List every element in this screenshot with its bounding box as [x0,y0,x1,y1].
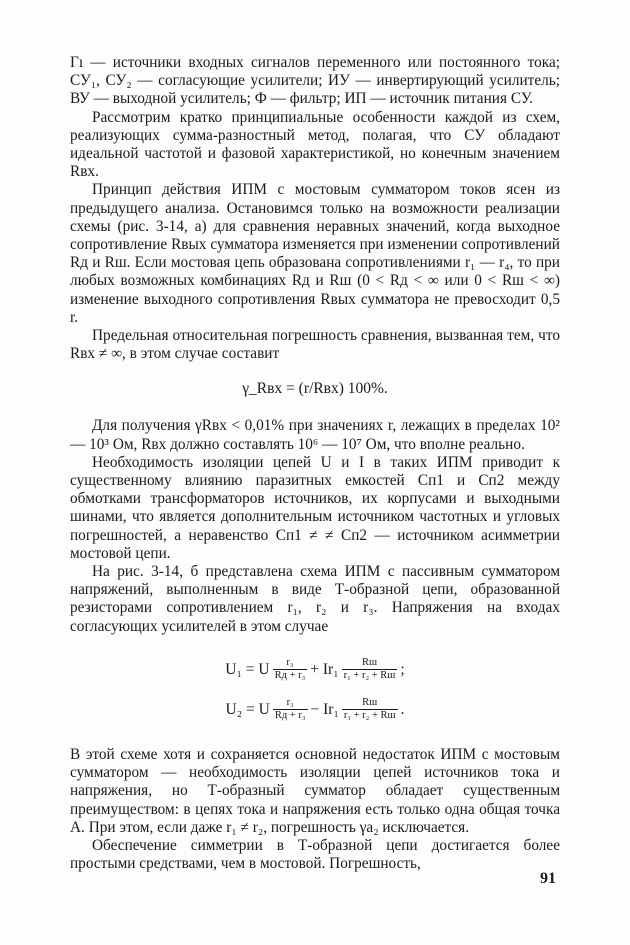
paragraph-4: Предельная относительная погрешность сравнения, вызванная тем, что Rвх ≠ ∞, в этом случае составит [70,327,560,363]
formula-u2 [70,690,560,730]
page-number: 91 [540,870,556,887]
formula-u2-frac2-denominator: r₁ + r₂ + Rш [343,710,396,722]
paragraph-8: В этой схеме хотя и сохраняется основной недостаток ИПМ с мостовым сумматором — необходимость изоляции цепей источников тока и напряжения, но Т-образный сумматор обладает существенным преимуществом: в цепях тока и напряжения есть только одна общая точка A. При этом, если даже r₁ ≠ r₂, погрешность γа₂ исключается. [70,745,560,836]
formula-u1 [70,650,560,690]
formula-u1-left: U₁ = U [225,660,270,678]
paragraph-7: На рис. 3-14, б представлена схема ИПМ с пассивным сумматором напряжений, выполненным в виде Т-образной цепи, образованной резисторами сопротивлением r₁, r₂ и r₃. Напряжения на входах согласующих усилителей в этом случае [70,563,560,635]
formula-u1-frac1-numerator: r₃ [286,657,294,669]
formula-u2-fraction-1 [273,697,308,722]
paragraph-2: Рассмотрим кратко принципиальные особенности каждой из схем, реализующих сумма-разностный метод, полагая, что СУ обладают идеальной частотой и фазовой характеристикой, но конечным значением Rвх. [70,108,560,181]
paragraph-9: Обеспечение симметрии в Т-образной цепи достигается более простыми средствами, чем в мостовой. Погрешность, [70,836,560,873]
formula-u2-frac1-numerator: r₃ [286,697,294,709]
paragraph-1: Гı — источники входных сигналов переменного или постоянного тока; СУ₁, СУ₂ — согласующие усилители; ИУ — инвертирующий усилитель; ВУ — выходной усилитель; Ф — фильтр; ИП — источник питания СУ. [70,54,560,108]
formula-u1-middle: + Ir₁ [310,660,339,678]
formula-u2-end: . [400,700,405,718]
paragraph-5: Для получения γRвх < 0,01% при значениях r, лежащих в пределах 10² — 10³ Ом, Rвх должно составлять 10⁶ — 10⁷ Ом, что вполне реально. [70,417,560,453]
formula-u2-frac1-denominator: Rд + r₃ [274,710,306,722]
formula-u1-frac2-numerator: Rш [361,657,378,669]
text-column [70,54,560,873]
formula-u1-frac2-denominator: r₁ + r₂ + Rш [343,670,396,682]
paragraph-3: Принцип действия ИПМ с мостовым сумматором токов ясен из предыдущего анализа. Остановимся только на возможности реализации схемы (рис. 3-14, а) для сравнения неравных значений, когда выходное сопротивление Rвых сумматора изменяется при изменении сопротивлений Rд и Rш. Если мостовая цепь образована сопротивлениями r₁ — r₄, то при любых возможных комбинациях Rд и Rш (0 < Rд < ∞ или 0 < Rш < ∞) изменение выходного сопротивления Rвых сумматора не превосходит 0,5 r. [70,181,560,326]
formula-u2-fraction-2 [342,697,398,722]
formula-u2-middle: − Ir₁ [310,700,339,718]
formula-u1-frac1-denominator: Rд + r₃ [274,670,306,682]
formula-voltages [70,650,560,730]
formula-u2-frac2-numerator: Rш [362,697,378,709]
paragraph-6: Необходимость изоляции цепей U и I в таких ИПМ приводит к существенному влиянию паразитных емкостей Cп1 и Cп2 между обмотками трансформаторов источников, их корпусами и выходными шинами, что является дополнительным источником частотных и угловых погрешностей, а неравенство Cп1 ≠ ≠ Cп2 — источником асимметрии мостовой цепи. [70,453,560,562]
formula-u1-end: ; [400,660,405,678]
formula-u1-fraction-2 [342,657,398,682]
formula-u2-left: U₂ = U [225,700,270,718]
formula-u1-fraction-1 [273,657,308,682]
formula-relative-error: γ_Rвх = (r/Rвх) 100%. [242,380,388,398]
